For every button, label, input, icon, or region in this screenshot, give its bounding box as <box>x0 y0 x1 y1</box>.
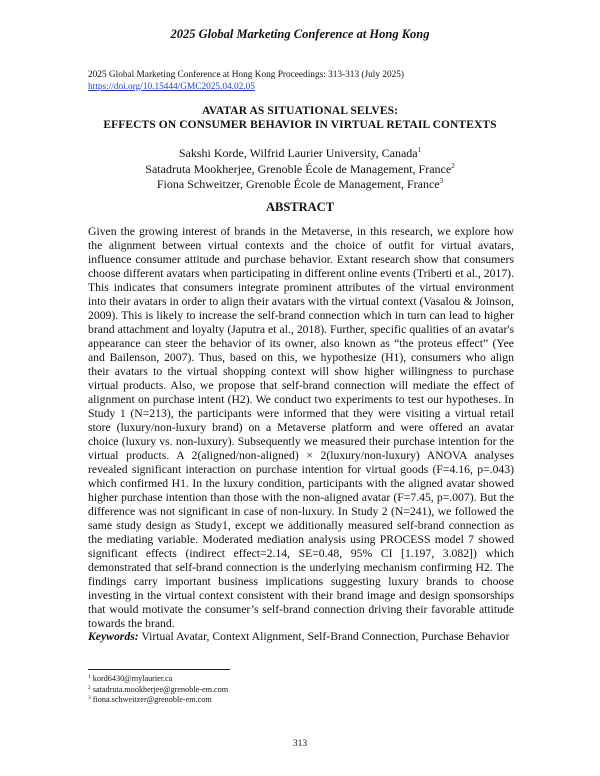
doi-link[interactable]: https://doi.org/10.15444/GMC2025.04.02.05 <box>88 81 255 92</box>
author-line <box>60 177 540 193</box>
footnote-number: 3 <box>88 695 91 702</box>
footnote-email: fiona.schweitzer@grenoble-em.com <box>92 695 212 705</box>
page-number: 313 <box>292 739 308 749</box>
footnote-number: 1 <box>88 674 91 680</box>
footnote <box>88 695 228 706</box>
footnote-divider <box>88 669 230 670</box>
title-line-1: AVATAR AS SITUATIONAL SELVES: <box>201 105 399 117</box>
running-header: 2025 Global Marketing Conference at Hong Kong <box>170 27 430 41</box>
footnote-marker: 2 <box>451 161 455 170</box>
paper-title <box>60 104 540 132</box>
proceedings-info <box>88 70 404 93</box>
footnote-marker: 3 <box>439 177 444 185</box>
footnote-marker: 1 <box>417 146 422 154</box>
abstract-body: Given the growing interest of brands in the Metaverse, in this research, we explore how the alignment between virtual contexts and the choice of outfit for virtual avatars, influence consumer attitude and purchase behavior. Extant research show that consumers choose different avatars when participating in different online events (Triberti et al., 2017). This indicates that consumers integrate prominent attributes of the virtual environment into their avatars in order to align their avatars with the virtual context (Vasalou & Joinson, 2009). This is likely to increase the self-brand connection which in turn can lead to higher brand attachment and loyalty (Japutra et al., 2018). Further, specific qualities of an avatar's appearance can steer the behavior of its owner, also known as “the proteus effect” (Yee and Bailenson, 2007). Thus, based on this, we hypothesize (H1), consumers who align their avatars to the virtual shopping context will show higher willingness to purchase virtual products. Also, we propose that self-brand connection will mediate the effect of alignment on purchase intent (H2). We conduct two experiments to test our hypotheses. In Study 1 (N=213), the participants were informed that they were visiting a virtual retail store (luxury/non-luxury brand) on a Metaverse platform and were offered an avatar choice (luxury vs. non-luxury). Subsequently we measured their purchase intention for the virtual products. A 2(aligned/non-aligned) × 2(luxury/non-luxury) ANOVA analyses revealed significant interaction on purchase intention for virtual goods (F=4.16, p=.043) which confirmed H1. In the luxury condition, participants with the aligned avatar showed higher purchase intention than those with the non-aligned avatar (F=7.45, p=.007). But the difference was not significant in case of non-luxury. In Study 2 (N=241), we followed the same study design as Study1, except we additionally measured self-brand connection as the mediating variable. Moderated mediation analysis using PROCESS model 7 showed significant effects (indirect effect=2.14, SE=0.48, 95% CI [1.197, 3.082]) which demonstrated that self-brand connection is the underlying mechanism confirming H2. The findings carry important business implications suggesting luxury brands to choose investing in the virtual context consistent with their brand image and design sponsorships that would motivate the consumer’s self-brand connection driving their favorable attitude towards the brand. <box>88 225 514 630</box>
author-list <box>60 146 540 193</box>
author-affiliation: Satadruta Mookherjee, Grenoble École de Management, France <box>145 161 452 176</box>
author-line <box>60 146 540 162</box>
footnote-number: 2 <box>88 684 91 691</box>
footnotes <box>88 674 228 706</box>
footnote <box>88 685 228 696</box>
keywords-line <box>88 630 528 644</box>
title-line-2: EFFECTS ON CONSUMER BEHAVIOR IN VIRTUAL RETAIL CONTEXTS <box>103 119 497 131</box>
author-line <box>60 162 540 178</box>
keywords-label: Keywords: <box>88 630 139 643</box>
keywords-text: Virtual Avatar, Context Alignment, Self-Brand Connection, Purchase Behavior <box>141 630 510 643</box>
author-affiliation: Fiona Schweitzer, Grenoble École de Management, France <box>156 177 440 191</box>
footnote-email: kord6430@mylaurier.ca <box>92 674 173 683</box>
proceedings-citation: 2025 Global Marketing Conference at Hong Kong Proceedings: 313-313 (July 2025) <box>88 70 405 80</box>
footnote-email: satadruta.mookherjee@grenoble-em.com <box>92 684 229 694</box>
author-affiliation: Sakshi Korde, Wilfrid Laurier University, Canada <box>178 146 418 160</box>
footnote <box>88 674 228 685</box>
abstract-heading: ABSTRACT <box>265 200 335 214</box>
